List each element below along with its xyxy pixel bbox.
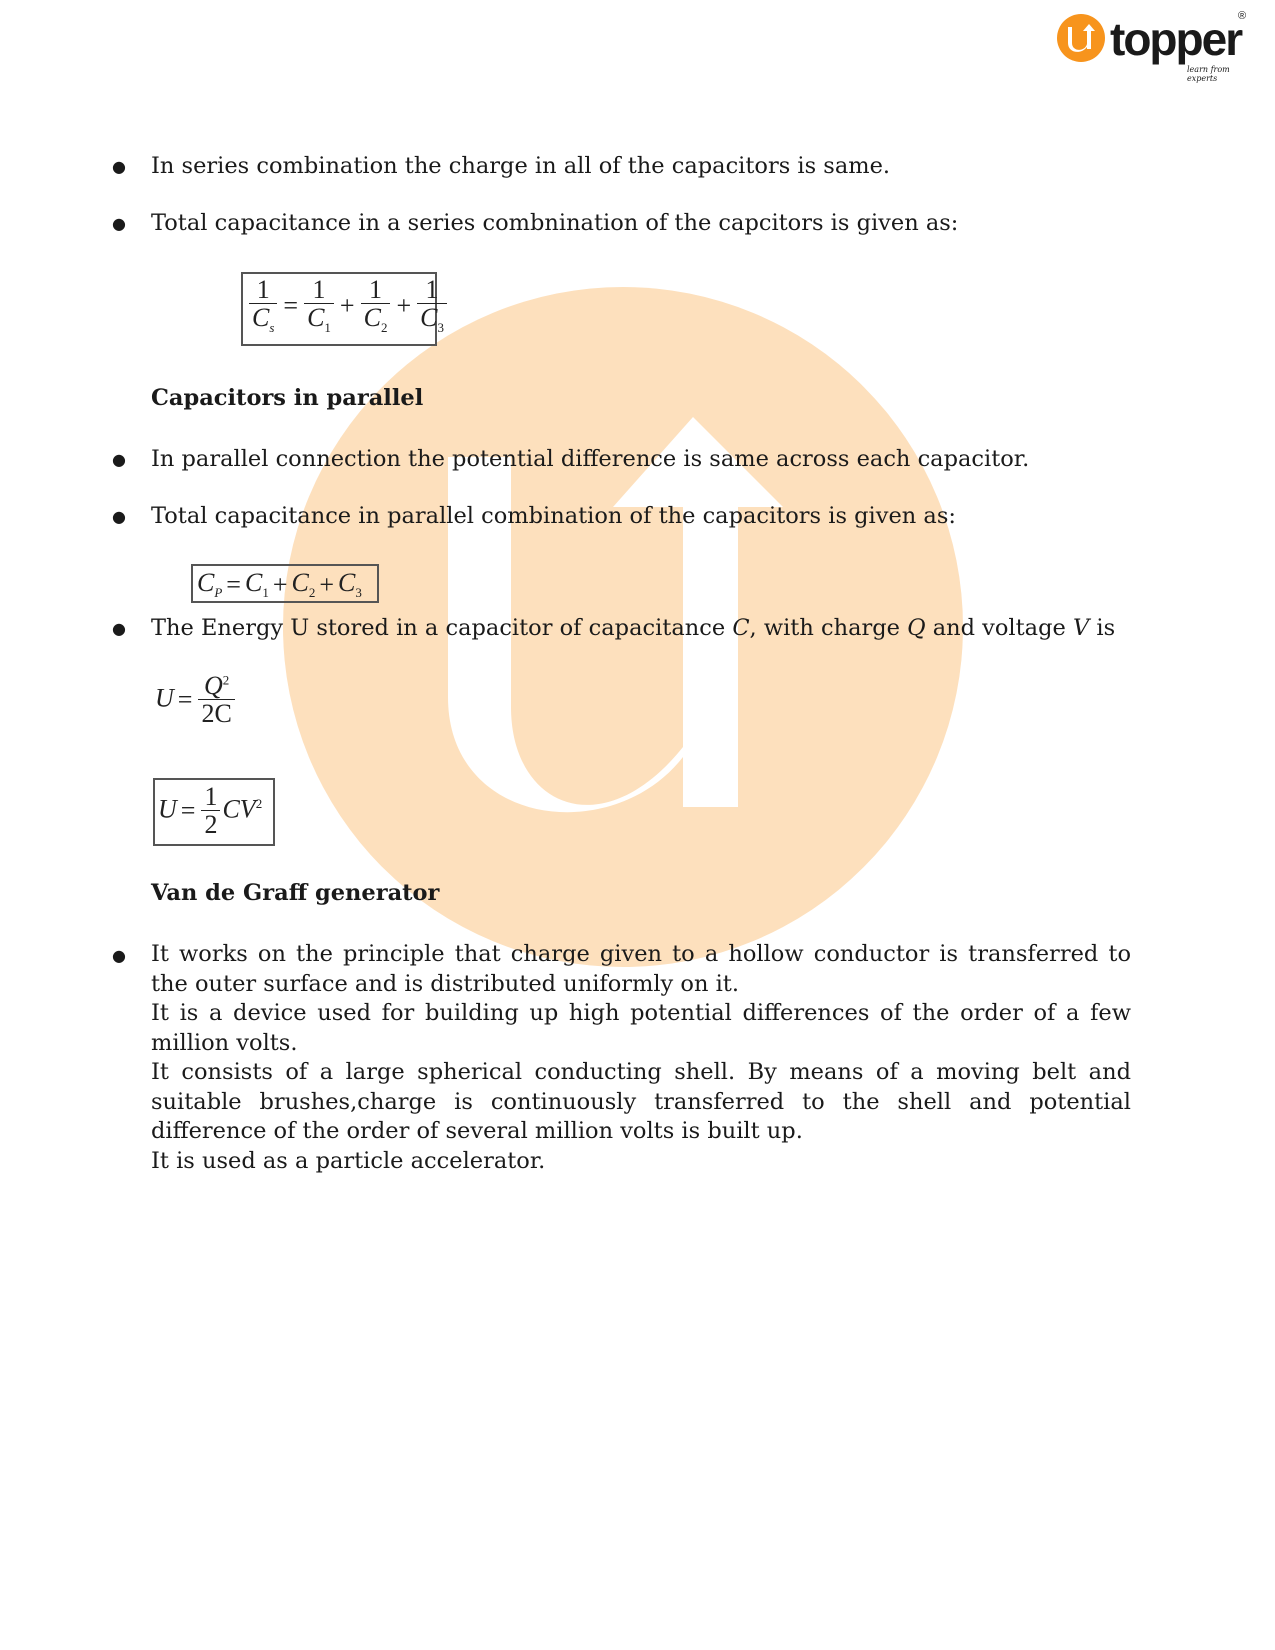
bullet-series-charge: In series combination the charge in all of the capacitors is same. xyxy=(151,153,891,179)
registered-mark: ® xyxy=(1238,10,1247,22)
formula-energy-charge: U = $\frac{Q^2}{2C}$ xyxy=(155,672,237,729)
bullet-vdg-principle: It works on the principle that charge given to a hollow conductor is transferred to the outer surface and is distributed uniformly on it. xyxy=(151,941,1131,997)
bullet-marker: ● xyxy=(112,214,126,233)
heading-van-de-graff: Van de Graff generator xyxy=(151,880,440,906)
formula-series-capacitance: $\frac{1}{C_s}$ = $\frac{1}{C_1}$ + $\frac{1}{C_2}$ + $\frac{1}{C_3}$ xyxy=(241,272,437,346)
formula-parallel-capacitance: $C_P = C_1 + C_2 + C_3$ xyxy=(191,564,379,603)
bullet-marker: ● xyxy=(112,450,126,469)
bullet-parallel-total: Total capacitance in parallel combination of the capacitors is given as: xyxy=(151,503,956,529)
vdg-description xyxy=(151,940,1131,1176)
brand-name: topper xyxy=(1110,13,1242,65)
paragraph-vdg-device: It is a device used for building up high potential differences of the order of a few million volts. xyxy=(151,1000,1131,1056)
bullet-series-total: Total capacitance in a series combnination of the capcitors is given as: xyxy=(151,210,959,236)
brand-logo xyxy=(1055,10,1255,83)
formula-energy-voltage: U = $\frac{1}{2}$ $CV^2$ xyxy=(153,778,275,846)
paragraph-vdg-construction: It consists of a large spherical conducting shell. By means of a moving belt and suitable brushes,charge is continuously transferred to the shell and potential difference of the order of several million volts is built up. xyxy=(151,1059,1131,1144)
bullet-parallel-potential: In parallel connection the potential difference is same across each capacitor. xyxy=(151,446,1030,472)
brand-tagline: learn from experts xyxy=(1187,65,1230,83)
bullet-marker: ● xyxy=(112,507,126,526)
paragraph-vdg-use: It is used as a particle accelerator. xyxy=(151,1147,546,1174)
bullet-energy-stored: The Energy U stored in a capacitor of capacitance C, with charge Q and voltage V is xyxy=(151,615,1116,641)
bullet-marker: ● xyxy=(112,946,126,965)
heading-capacitors-parallel: Capacitors in parallel xyxy=(151,385,424,411)
bullet-marker: ● xyxy=(112,157,126,176)
bullet-marker: ● xyxy=(112,619,126,638)
